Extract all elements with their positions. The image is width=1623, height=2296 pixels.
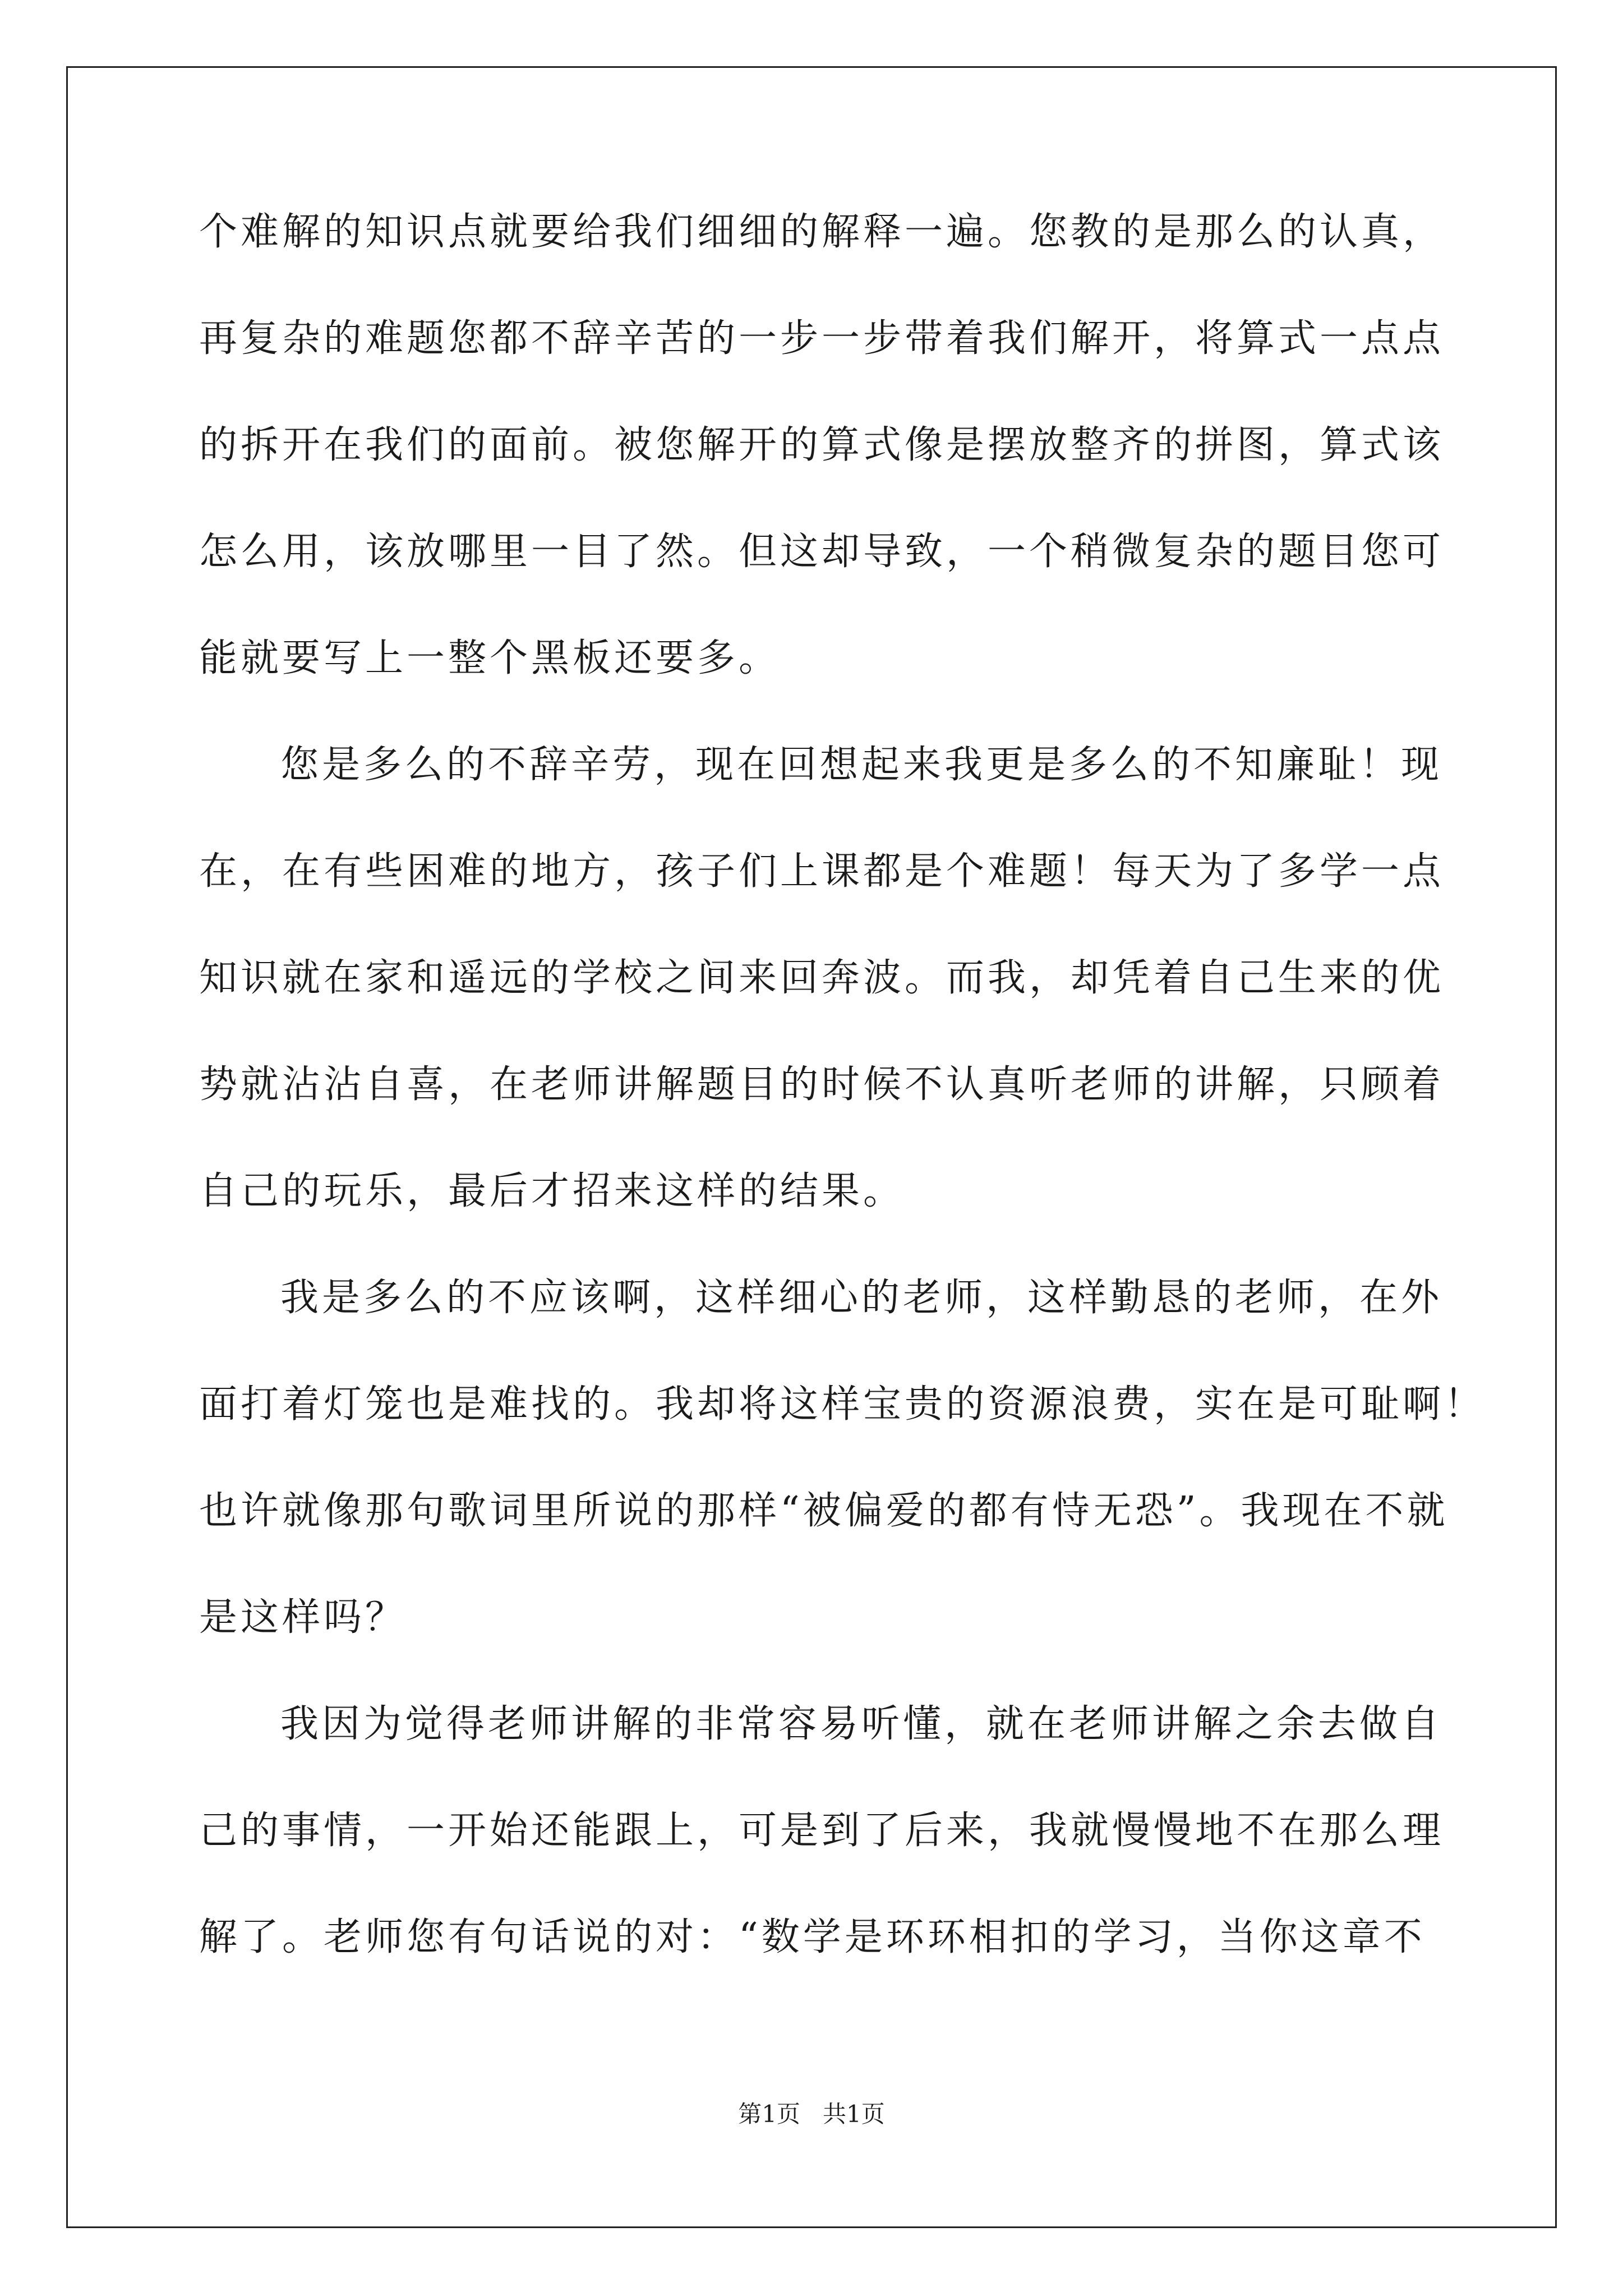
document-body [199, 210, 1486, 2025]
text-line: 您是多么的不辞辛劳，现在回想起来我更是多么的不知廉耻！现 [280, 743, 1443, 787]
text-line: 面打着灯笼也是难找的。我却将这样宝贵的资源浪费，实在是可耻啊！ [199, 1382, 1486, 1427]
text-line: 是这样吗？ [199, 1595, 407, 1640]
text-line: 个难解的知识点就要给我们细细的解释一遍。您教的是那么的认真， [199, 210, 1445, 254]
text-line: 势就沾沾自喜，在老师讲解题目的时候不认真听老师的讲解，只顾着 [199, 1062, 1445, 1107]
text-line: 怎么用，该放哪里一目了然。但这却导致，一个稍微复杂的题目您可 [199, 530, 1445, 574]
text-line: 自己的玩乐，最后才招来这样的结果。 [199, 1169, 905, 1213]
text-line: 知识就在家和遥远的学校之间来回奔波。而我，却凭着自己生来的优 [199, 956, 1445, 1000]
text-line: 我是多么的不应该啊，这样细心的老师，这样勤恳的老师，在外 [280, 1276, 1443, 1320]
text-line: 在，在有些困难的地方，孩子们上课都是个难题！每天为了多学一点 [199, 849, 1445, 894]
text-line: 己的事情，一开始还能跟上，可是到了后来，我就慢慢地不在那么理 [199, 1809, 1445, 1853]
text-line: 我因为觉得老师讲解的非常容易听懂，就在老师讲解之余去做自 [280, 1702, 1443, 1746]
text-line: 也许就像那句歌词里所说的那样“被偏爱的都有恃无恐”。我现在不就 [199, 1489, 1449, 1533]
text-line: 能就要写上一整个黑板还要多。 [199, 636, 781, 680]
text-line: 再复杂的难题您都不辞辛苦的一步一步带着我们解开，将算式一点点 [199, 316, 1445, 361]
text-line: 解了。老师您有句话说的对：“数学是环环相扣的学习，当你这章不 [199, 1915, 1426, 1959]
page-number: 第1页 共1页 [738, 2100, 885, 2128]
text-line: 的拆开在我们的面前。被您解开的算式像是摆放整齐的拼图，算式该 [199, 423, 1445, 467]
